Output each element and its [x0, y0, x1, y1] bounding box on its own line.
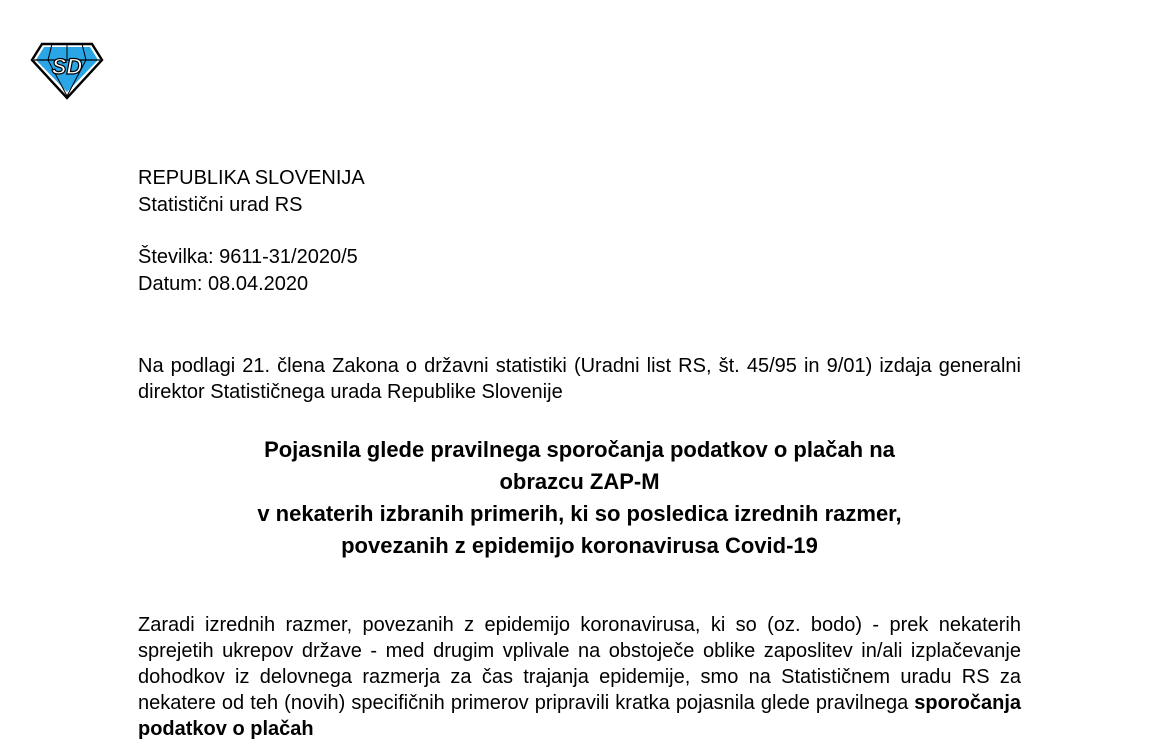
body-bold-text: sporočanja podatkov o plačah [138, 692, 1021, 740]
country-name: REPUBLIKA SLOVENIJA [138, 167, 365, 189]
title-line-3: v nekaterih izbranih primerih, ki so posledica izrednih razmer, [257, 501, 902, 526]
office-name: Statistični urad RS [138, 194, 303, 216]
body-text: Zaradi izrednih razmer, povezanih z epidemijo koronavirusa, ki so (oz. bodo) - prek nekaterih sprejetih ukrepov države - med drugim vplivale na obstoječe oblike zaposlitev in/ali izplačevanje dohodkov iz delovnega razmerja za čas trajanja epidemije, smo na Statističnem uradu RS za nekatere od teh (novih) specifičnih primerov pripravili kratka pojasnila glede pravilnega [138, 614, 1021, 714]
diamond-logo-icon [30, 38, 104, 100]
body-paragraph [138, 612, 1021, 742]
document-title [138, 434, 1021, 562]
issuer-header [138, 165, 365, 219]
sd-logo [30, 38, 104, 100]
intro-paragraph: Na podlagi 21. člena Zakona o državni statistiki (Uradni list RS, št. 45/95 in 9/01) izdaja generalni direktor Statističnega urada Republike Slovenije [138, 355, 1021, 403]
document-meta [138, 244, 358, 298]
logo-letters: SD [51, 54, 83, 79]
title-line-1: Pojasnila glede pravilnega sporočanja podatkov o plačah na [264, 437, 895, 462]
document-number: Številka: 9611-31/2020/5 [138, 246, 358, 268]
title-line-2: obrazcu ZAP-M [499, 469, 660, 494]
title-line-4: povezanih z epidemijo koronavirusa Covid-19 [341, 533, 818, 558]
document-date: Datum: 08.04.2020 [138, 273, 309, 295]
